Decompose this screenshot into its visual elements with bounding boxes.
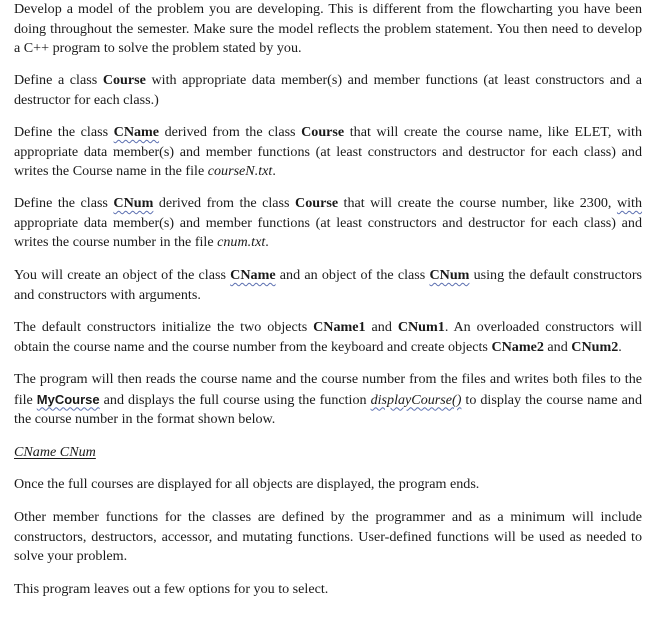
object-cname1: CName1 [313,319,366,335]
file-name-cnum: cnum.txt [217,234,266,250]
text: You will create an object of the class [14,267,231,283]
paragraph-member-functions [14,508,642,567]
class-name-cnum: CNum [113,195,154,211]
text: that will create the course name, like ELET, with appropriate data member(s) and member functions (at least constructors and destructor for each class) and writes the Course name in the file [14,124,643,179]
text: Define the class [14,124,114,140]
paragraph-intro [14,0,642,59]
text: The program will then reads the course name and the course number from the files and writes both files to the file [14,371,642,408]
text: The default constructors initialize the two objects [14,319,314,335]
file-name-coursen: courseN.txt [207,163,273,179]
output-format: CName CNum [14,444,96,460]
class-name-course: Course [301,124,345,140]
intro-line-2: doing throughout the semester. Make sure the model reflects the problem statement. You then need to [14,20,594,37]
function-name-displaycourse: displayCourse() [370,391,462,408]
text: . [272,163,276,179]
object-cname2: CName2 [491,338,544,355]
object-cnum2: CNum2 [571,338,619,355]
text: and [365,319,398,335]
text: Other member functions for the classes are defined by the programmer and as a minimum will include constructors, destructors, accessor, and mutating functions. User-defined functions will be used as needed to solve your problem. [14,509,642,564]
paragraph-course-class [14,71,642,110]
paragraph-format [14,443,642,463]
text: This program leaves out a few options for you to select. [14,581,329,597]
paragraph-constructors [14,318,642,357]
class-name-cnum: CNum [429,267,470,283]
text: . [265,234,269,250]
text: Define a class [14,72,103,88]
file-name-mycourse: MyCourse [36,391,100,407]
paragraph-cname-class [14,123,642,182]
paragraph-options [14,580,642,600]
class-name-course: Course [295,195,339,211]
paragraph-cnum-class [14,194,642,253]
text: derived from the class [153,195,296,211]
class-name-cname: CName [230,267,276,283]
word-with: with [616,195,643,211]
text: using the default constructors and constructors with arguments. [14,267,643,303]
paragraph-ending [14,475,642,495]
class-name-course: Course [102,72,146,88]
class-name-cname: CName [113,124,160,140]
text: that will create the course number, like 2300, [338,195,617,211]
text: appropriate data member(s) and member functions (at least constructors and destructor for each class) and writes the course number in the file [14,214,642,250]
text: and [543,338,572,355]
object-cnum1: CNum1 [397,319,445,335]
text: and an object of the class [275,267,430,283]
text: with appropriate data member(s) and member functions (at least constructors and a destructor for each class.) [14,72,642,108]
text: Once the full courses are displayed for all objects are displayed, the program ends. [14,476,480,492]
text: to display the course name and the course number in the format shown below. [14,391,642,427]
text: derived from the class [159,124,302,140]
text: and displays the full course using the function [99,391,371,408]
text: Define the class [14,195,114,211]
paragraph-program-flow [14,370,642,430]
intro-line-3: develop a C++ program to solve the problem stated by you. [14,20,643,56]
intro-line-1: Develop a model of the problem you are developing. This is different from the flowcharting you have been [14,1,642,17]
paragraph-objects [14,266,642,305]
text: . [618,338,622,355]
text: . An overloaded constructors will obtain the course name and the course number from the keyboard and create objects [14,319,642,355]
